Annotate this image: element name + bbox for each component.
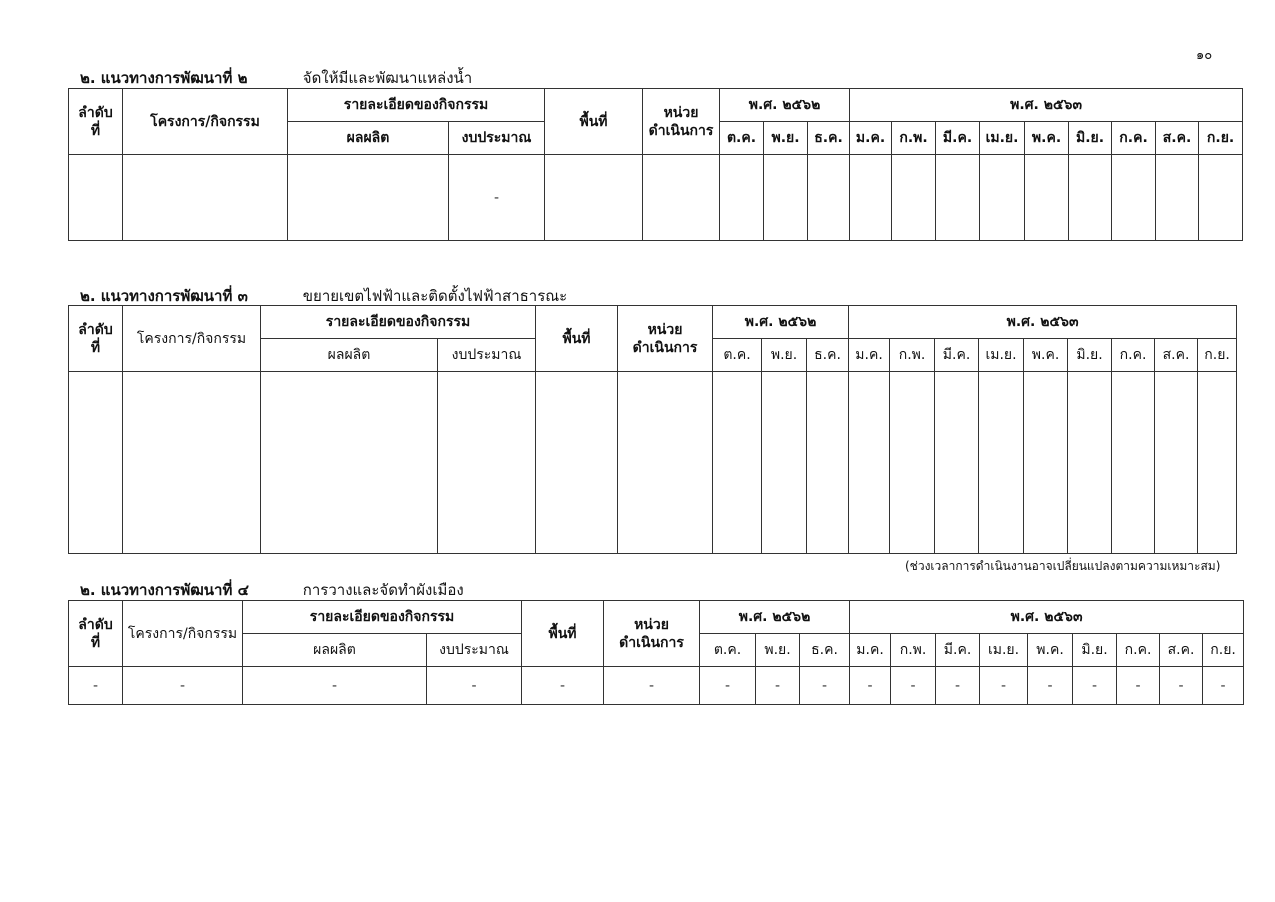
table-row	[69, 667, 1244, 705]
month-nov: พ.ย.	[756, 634, 800, 667]
cell-budget: -	[449, 155, 545, 241]
header-project: โครงการ/กิจกรรม	[123, 306, 261, 372]
header-no-line2: ที่	[90, 122, 101, 139]
cell-empty	[1024, 372, 1068, 554]
cell-project: -	[123, 667, 243, 705]
header-budget: งบประมาณ	[438, 339, 536, 372]
header-no-line1: ลำดับ	[78, 104, 113, 121]
plan-table-section-4	[68, 600, 1244, 705]
cell-empty	[438, 372, 536, 554]
month-dec: ธ.ค.	[807, 339, 849, 372]
header-no	[69, 306, 123, 372]
cell-empty	[764, 155, 808, 241]
section-subtitle: การวางและจัดทำผังเมือง	[302, 581, 464, 599]
month-mar: มี.ค.	[936, 634, 980, 667]
header-unit-line1: หน่วย	[634, 616, 669, 633]
header-unit-line2: ดำเนินการ	[632, 339, 698, 356]
cell-empty	[890, 372, 935, 554]
month-aug: ส.ค.	[1160, 634, 1203, 667]
month-may: พ.ค.	[1024, 339, 1068, 372]
cell-empty	[892, 155, 936, 241]
month-jan: ม.ค.	[850, 634, 891, 667]
header-unit-line1: หน่วย	[647, 321, 683, 338]
header-budget: งบประมาณ	[427, 634, 522, 667]
cell-empty	[720, 155, 764, 241]
page-number: ๑๐	[1196, 48, 1213, 63]
cell-empty	[545, 155, 643, 241]
cell-oct: -	[700, 667, 756, 705]
section-title-2	[80, 66, 472, 90]
month-jan: ม.ค.	[849, 339, 890, 372]
month-jun: มิ.ย.	[1068, 339, 1112, 372]
cell-unit: -	[604, 667, 700, 705]
month-jul: ก.ค.	[1112, 122, 1156, 155]
header-detail: รายละเอียดของกิจกรรม	[261, 306, 536, 339]
header-unit-line2: ดำเนินการ	[619, 634, 684, 651]
cell-empty	[807, 372, 849, 554]
month-oct: ต.ค.	[720, 122, 764, 155]
header-area: พื้นที่	[545, 89, 643, 155]
month-aug: ส.ค.	[1155, 339, 1198, 372]
cell-empty	[123, 155, 288, 241]
cell-empty	[643, 155, 720, 241]
cell-empty	[1198, 372, 1237, 554]
section-label: ๒. แนวทางการพัฒนาที่ ๔	[80, 581, 249, 599]
cell-empty	[1199, 155, 1243, 241]
section-label: ๒. แนวทางการพัฒนาที่ ๓	[80, 287, 248, 305]
cell-nov: -	[756, 667, 800, 705]
section-title-4	[80, 578, 464, 602]
section-subtitle: ขยายเขตไฟฟ้าและติดตั้งไฟฟ้าสาธารณะ	[302, 287, 568, 305]
month-dec: ธ.ค.	[808, 122, 850, 155]
header-no	[69, 89, 123, 155]
month-apr: เม.ย.	[980, 122, 1025, 155]
header-output: ผลผลิต	[261, 339, 438, 372]
cell-empty	[762, 372, 807, 554]
month-nov: พ.ย.	[762, 339, 807, 372]
month-feb: ก.พ.	[892, 122, 936, 155]
header-unit	[618, 306, 713, 372]
header-area: พื้นที่	[522, 601, 604, 667]
cell-jun: -	[1073, 667, 1117, 705]
header-unit-line1: หน่วย	[663, 104, 699, 121]
header-year-2562: พ.ศ. ๒๕๖๒	[700, 601, 850, 634]
plan-table-section-3	[68, 305, 1237, 554]
cell-mar: -	[936, 667, 980, 705]
cell-output: -	[243, 667, 427, 705]
header-year-2562: พ.ศ. ๒๕๖๒	[713, 306, 849, 339]
cell-no: -	[69, 667, 123, 705]
cell-empty	[850, 155, 892, 241]
month-apr: เม.ย.	[980, 634, 1028, 667]
month-feb: ก.พ.	[890, 339, 935, 372]
cell-empty	[1112, 155, 1156, 241]
header-unit	[604, 601, 700, 667]
cell-feb: -	[891, 667, 936, 705]
timing-note: (ช่วงเวลาการดำเนินงานอาจเปลี่ยนแปลงตามความเหมาะสม)	[905, 559, 1221, 573]
cell-sep: -	[1203, 667, 1244, 705]
cell-empty	[69, 155, 123, 241]
month-oct: ต.ค.	[700, 634, 756, 667]
month-may: พ.ค.	[1025, 122, 1069, 155]
header-budget: งบประมาณ	[449, 122, 545, 155]
month-apr: เม.ย.	[979, 339, 1024, 372]
month-aug: ส.ค.	[1156, 122, 1199, 155]
cell-empty	[1112, 372, 1155, 554]
month-feb: ก.พ.	[891, 634, 936, 667]
header-unit	[643, 89, 720, 155]
table-row	[69, 372, 1237, 554]
month-may: พ.ค.	[1028, 634, 1073, 667]
header-no-line2: ที่	[90, 634, 101, 651]
cell-empty	[1069, 155, 1112, 241]
header-unit-line2: ดำเนินการ	[648, 122, 714, 139]
cell-empty	[849, 372, 890, 554]
cell-empty	[1156, 155, 1199, 241]
header-area: พื้นที่	[536, 306, 618, 372]
header-no-line2: ที่	[90, 339, 101, 356]
month-nov: พ.ย.	[764, 122, 808, 155]
cell-empty	[808, 155, 850, 241]
cell-empty	[288, 155, 449, 241]
section-subtitle: จัดให้มีและพัฒนาแหล่งน้ำ	[302, 69, 473, 87]
plan-table-section-2	[68, 88, 1243, 241]
month-mar: มี.ค.	[935, 339, 979, 372]
month-oct: ต.ค.	[713, 339, 762, 372]
header-no-line1: ลำดับ	[78, 321, 113, 338]
table-row	[69, 155, 1243, 241]
month-jun: มิ.ย.	[1073, 634, 1117, 667]
cell-empty	[123, 372, 261, 554]
cell-aug: -	[1160, 667, 1203, 705]
cell-apr: -	[980, 667, 1028, 705]
cell-empty	[980, 155, 1025, 241]
section-label: ๒. แนวทางการพัฒนาที่ ๒	[80, 69, 248, 87]
header-year-2563: พ.ศ. ๒๕๖๓	[849, 306, 1237, 339]
month-mar: มี.ค.	[936, 122, 980, 155]
month-jul: ก.ค.	[1112, 339, 1155, 372]
cell-empty	[536, 372, 618, 554]
month-dec: ธ.ค.	[800, 634, 850, 667]
header-year-2562: พ.ศ. ๒๕๖๒	[720, 89, 850, 122]
header-project: โครงการ/กิจกรรม	[123, 601, 243, 667]
cell-empty	[69, 372, 123, 554]
header-no-line1: ลำดับ	[78, 616, 113, 633]
month-sep: ก.ย.	[1199, 122, 1243, 155]
header-project: โครงการ/กิจกรรม	[123, 89, 288, 155]
cell-may: -	[1028, 667, 1073, 705]
header-no	[69, 601, 123, 667]
cell-empty	[1155, 372, 1198, 554]
header-detail: รายละเอียดของกิจกรรม	[243, 601, 522, 634]
cell-empty	[936, 155, 980, 241]
cell-empty	[618, 372, 713, 554]
month-jul: ก.ค.	[1117, 634, 1160, 667]
cell-budget: -	[427, 667, 522, 705]
header-year-2563: พ.ศ. ๒๕๖๓	[850, 601, 1244, 634]
cell-empty	[713, 372, 762, 554]
cell-empty	[1025, 155, 1069, 241]
cell-jan: -	[850, 667, 891, 705]
cell-dec: -	[800, 667, 850, 705]
cell-jul: -	[1117, 667, 1160, 705]
header-output: ผลผลิต	[243, 634, 427, 667]
header-detail: รายละเอียดของกิจกรรม	[288, 89, 545, 122]
cell-empty	[261, 372, 438, 554]
header-year-2563: พ.ศ. ๒๕๖๓	[850, 89, 1243, 122]
month-jun: มิ.ย.	[1069, 122, 1112, 155]
cell-empty	[1068, 372, 1112, 554]
cell-area: -	[522, 667, 604, 705]
month-jan: ม.ค.	[850, 122, 892, 155]
cell-empty	[979, 372, 1024, 554]
month-sep: ก.ย.	[1198, 339, 1237, 372]
month-sep: ก.ย.	[1203, 634, 1244, 667]
cell-empty	[935, 372, 979, 554]
header-output: ผลผลิต	[288, 122, 449, 155]
